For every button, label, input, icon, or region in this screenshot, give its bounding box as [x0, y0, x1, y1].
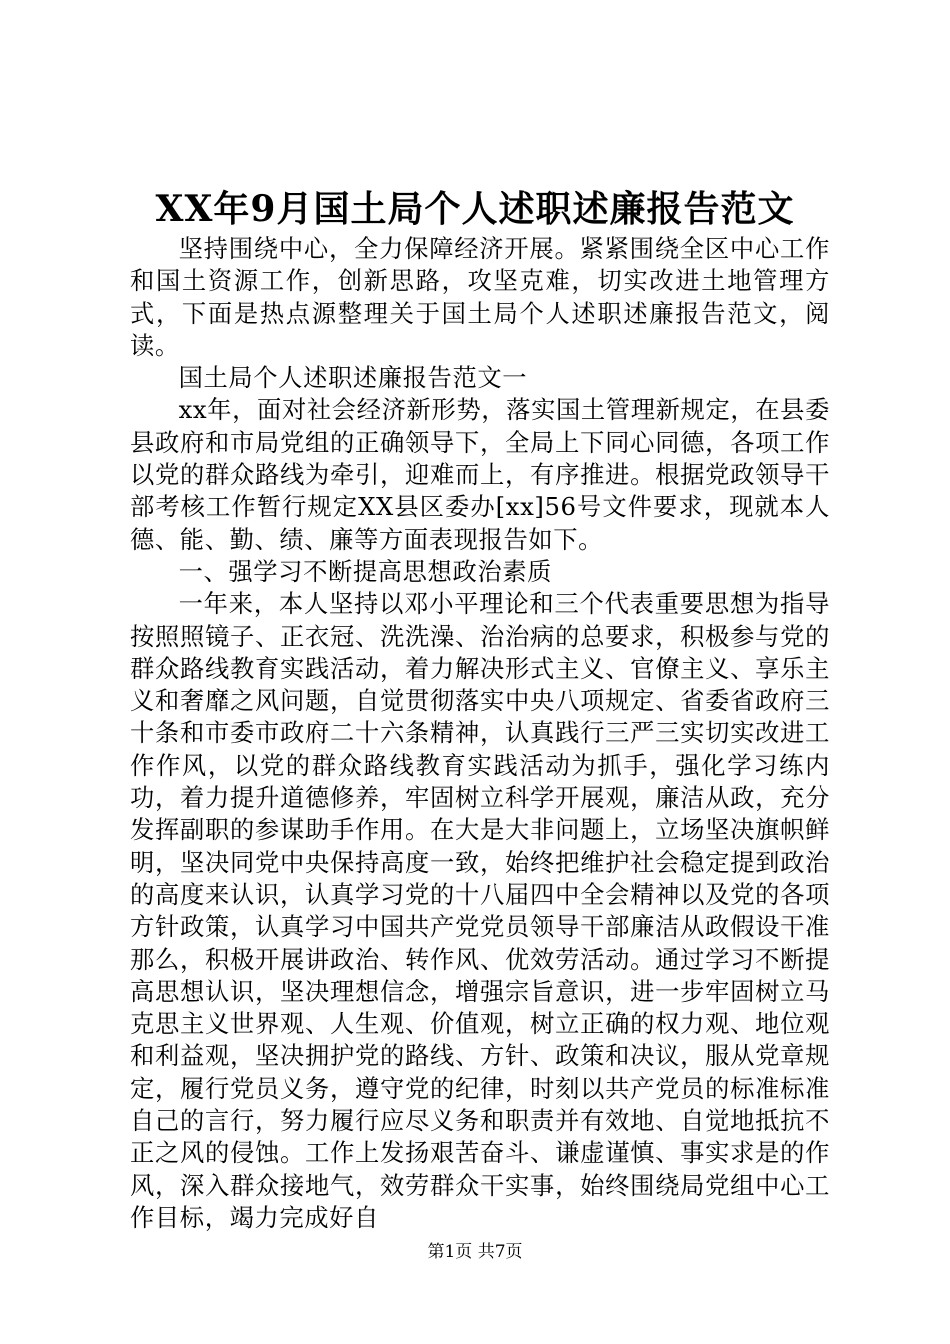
- document-body: [130, 233, 830, 1234]
- overview-paragraph: xx年，面对社会经济新形势，落实国土管理新规定，在县委县政府和市局党组的正确领导下，全局上下同心同德，各项工作以党的群众路线为牵引，迎难而上，有序推进。根据党政领导干部考核工作暂行规定XX县区委办[xx]56号文件要求，现就本人德、能、勤、绩、廉等方面表现报告如下。: [130, 395, 830, 554]
- section-heading-report-one: 国土局个人述职述廉报告范文一: [178, 363, 528, 393]
- intro-paragraph: 坚持围绕中心，全力保障经济开展。紧紧围绕全区中心工作和国土资源工作，创新思路，攻坚克难，切实改进土地管理方式，下面是热点源整理关于国土局个人述职述廉报告范文，阅读。: [130, 234, 830, 360]
- page-number-footer: 第1页 共7页: [427, 1242, 523, 1262]
- section-heading-study: 一、强学习不断提高思想政治素质: [178, 556, 553, 586]
- study-paragraph: 一年来，本人坚持以邓小平理论和三个代表重要思想为指导按照照镜子、正衣冠、洗洗澡、治治病的总要求，积极参与党的群众路线教育实践活动，着力解决形式主义、官僚主义、享乐主义和奢靡之风问题，自觉贯彻落实中央八项规定、省委省政府三十条和市委市政府二十六条精神，认真践行三严三实切实改进工作作风，以党的群众路线教育实践活动为抓手，强化学习练内功，着力提升道德修养，牢固树立科学开展观，廉洁从政，充分发挥副职的参谋助手作用。在大是大非问题上，立场坚决旗帜鲜明，坚决同党中央保持高度一致，始终把维护社会稳定提到政治的高度来认识，认真学习党的十八届四中全会精神以及党的各项方针政策，认真学习中国共产党党员领导干部廉洁从政假设干准那么，积极开展讲政治、转作风、优效劳活动。通过学习不断提高思想认识，坚决理想信念，增强宗旨意识，进一步牢固树立马克思主义世界观、人生观、价值观，树立正确的权力观、地位观和利益观，坚决拥护党的路线、方针、政策和决议，服从党章规定，履行党员义务，遵守党的纪律，时刻以共产党员的标准标准自己的言行，努力履行应尽义务和职责并有效地、自觉地抵抗不正之风的侵蚀。工作上发扬艰苦奋斗、谦虚谨慎、事实求是的作风，深入群众接地气，效劳群众干实事，始终围绕局党组中心工作目标，竭力完成好自: [130, 589, 830, 1232]
- document-title: XX年9月国土局个人述职述廉报告范文: [155, 188, 795, 230]
